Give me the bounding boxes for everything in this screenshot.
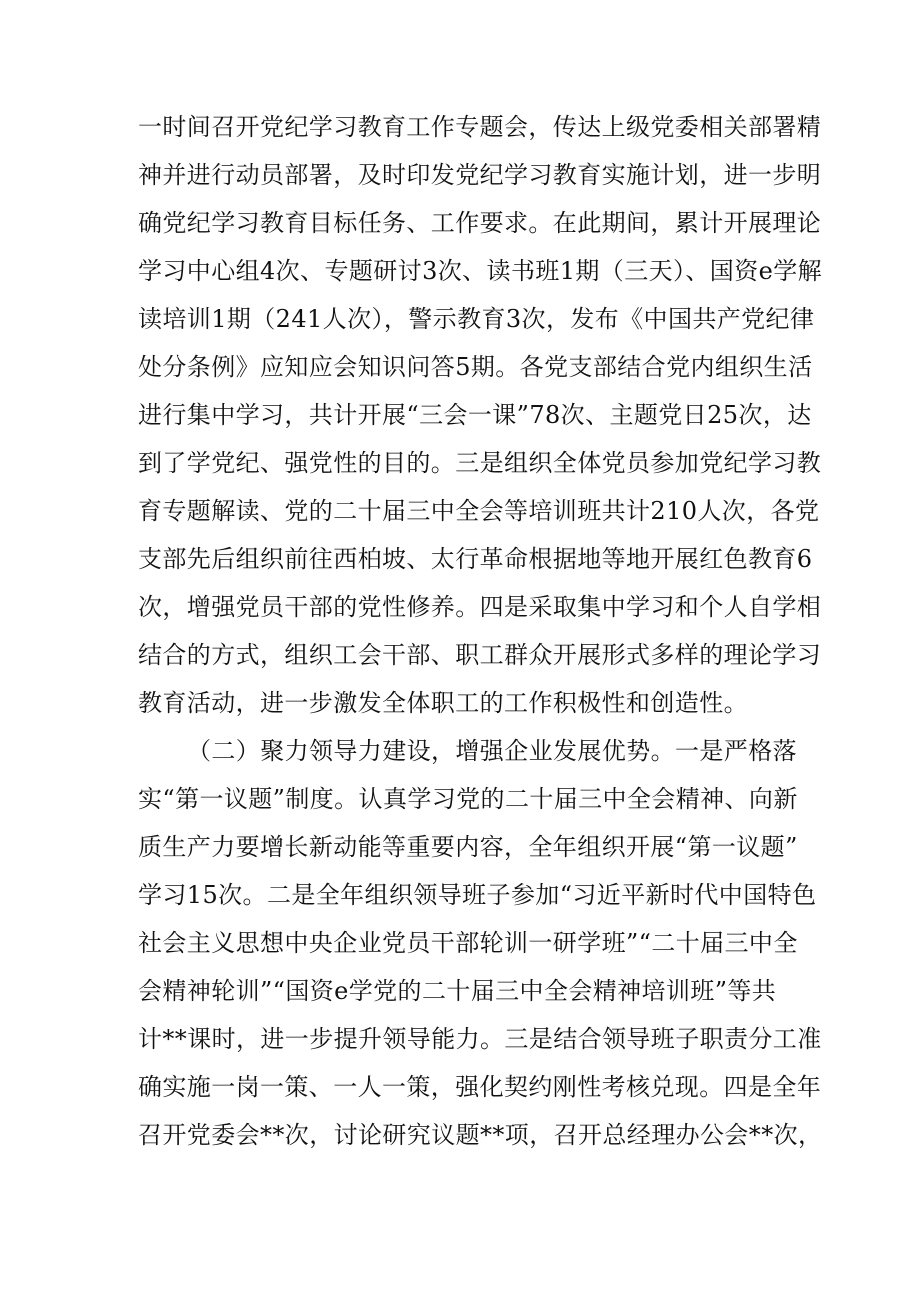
text-line: 结合的方式，组织工会干部、职工群众开展形式多样的理论学习 (138, 641, 822, 669)
text-line: 育专题解读、党的二十届三中全会等培训班共计210人次，各党 (138, 497, 820, 525)
text-line: 会精神轮训”“国资e学党的二十届三中全会精神培训班”等共 (138, 977, 777, 1005)
section-heading-line: （二）聚力领导力建设，增强企业发展优势。一是严格落 (187, 737, 797, 765)
text-line: 学习15次。二是全年组织领导班子参加“习近平新时代中国特色 (138, 881, 817, 909)
text-line: 一时间召开党纪学习教育工作专题会，传达上级党委相关部署精 (138, 113, 822, 141)
text-line: 读培训1期（241人次），警示教育3次，发布《中国共产党纪律 (138, 305, 815, 333)
text-line: 召开党委会**次，讨论研究议题**项，召开总经理办公会**次， (138, 1121, 823, 1149)
text-line: 确实施一岗一策、一人一策，强化契约刚性考核兑现。四是全年 (138, 1073, 822, 1101)
text-line: 次，增强党员干部的党性修养。四是采取集中学习和个人自学相 (138, 593, 822, 621)
text-line: 到了学党纪、强党性的目的。三是组织全体党员参加党纪学习教 (138, 449, 822, 477)
text-line: 确党纪学习教育目标任务、工作要求。在此期间，累计开展理论 (138, 209, 822, 237)
text-line: 进行集中学习，共计开展“三会一课”78次、主题党日25次，达 (138, 401, 812, 429)
text-line: 学习中心组4次、专题研讨3次、读书班1期（三天）、国资e学解 (138, 257, 823, 285)
text-line: 神并进行动员部署，及时印发党纪学习教育实施计划，进一步明 (138, 161, 822, 189)
text-line: 质生产力要增长新动能等重要内容，全年组织开展“第一议题” (138, 833, 798, 861)
text-line: 计**课时，进一步提升领导能力。三是结合领导班子职责分工准 (138, 1025, 822, 1053)
text-line: 支部先后组织前往西柏坡、太行革命根据地等地开展红色教育6 (138, 545, 813, 573)
text-line: 社会主义思想中央企业党员干部轮训一研学班”“二十届三中全 (138, 929, 798, 957)
text-line: 教育活动，进一步激发全体职工的工作积极性和创造性。 (138, 689, 748, 717)
text-line: 处分条例》应知应会知识问答5期。各党支部结合党内组织生活 (138, 353, 813, 381)
text-line: 实“第一议题”制度。认真学习党的二十届三中全会精神、向新 (138, 785, 798, 813)
